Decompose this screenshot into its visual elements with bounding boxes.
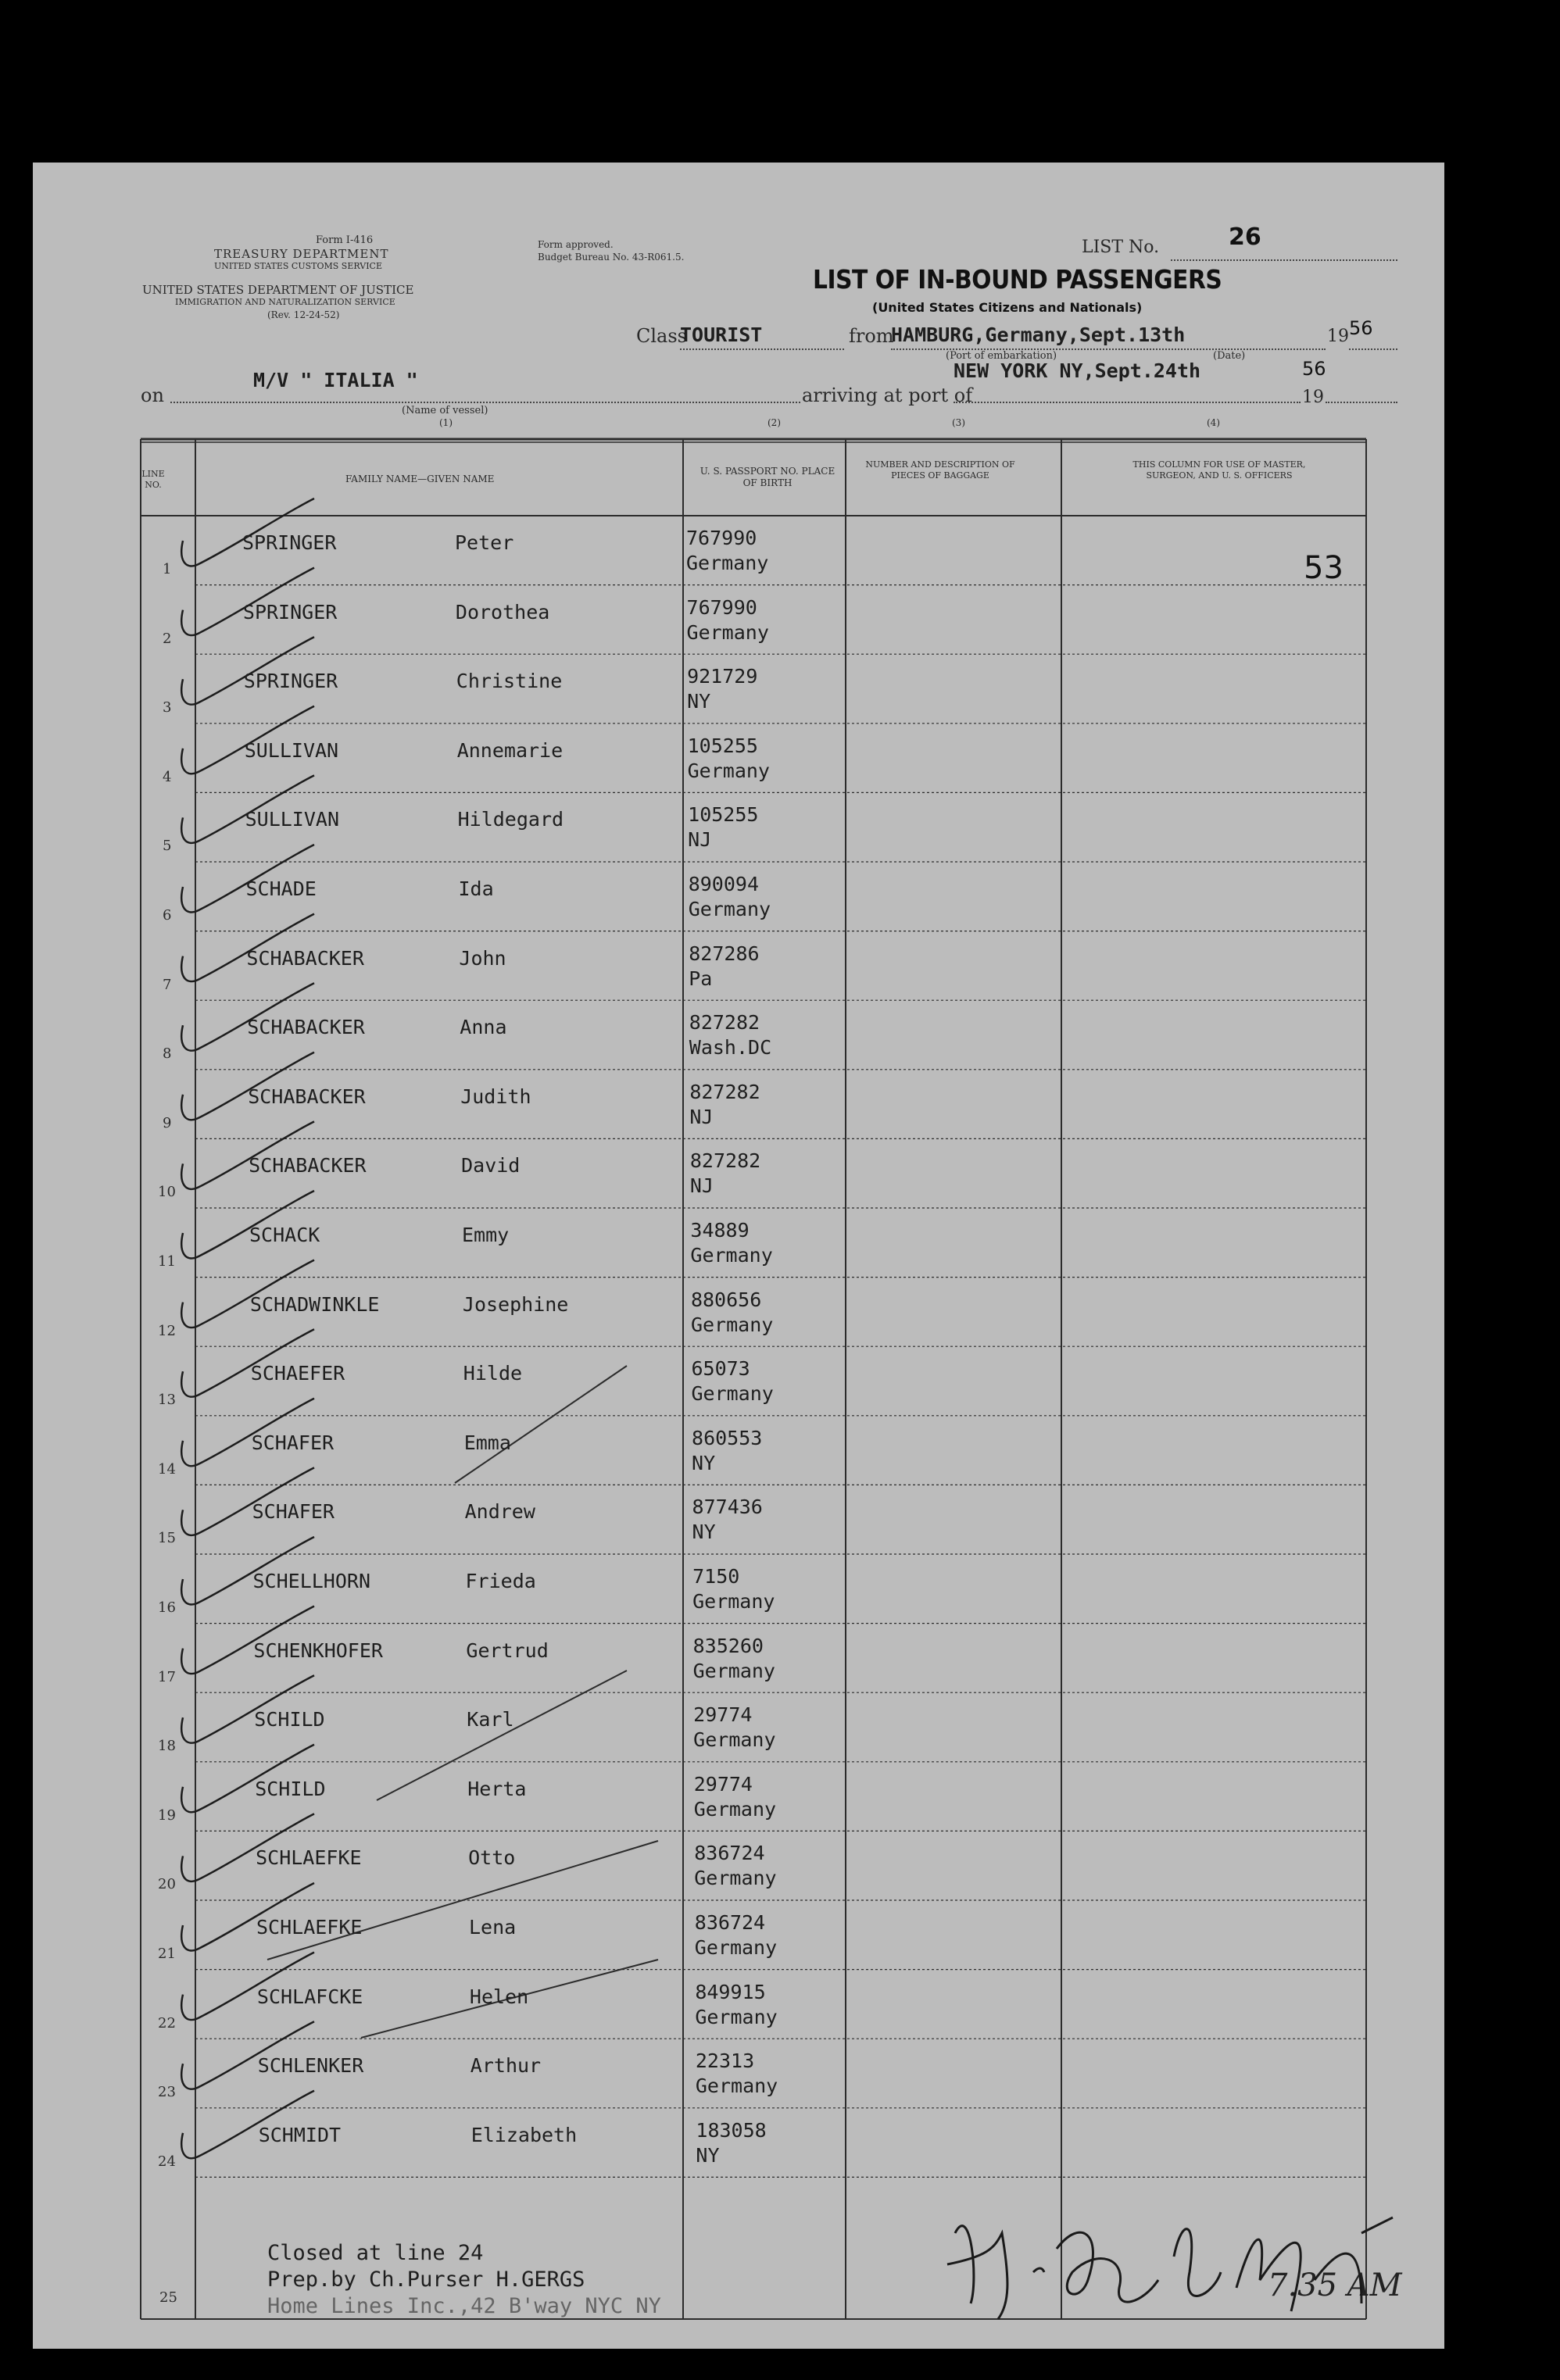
line-number: 3 <box>163 699 172 717</box>
manifest-sheet <box>33 163 1444 2349</box>
agency-ins: IMMIGRATION AND NATURALIZATION SERVICE <box>175 297 395 307</box>
closed-note: Closed at line 24 <box>267 2241 484 2265</box>
passport-number: 877436 <box>692 1496 763 1519</box>
birth-place: Germany <box>694 1936 778 1959</box>
family-name: SPRINGER <box>243 670 338 693</box>
birth-place: Germany <box>690 1244 773 1267</box>
given-name: Annemarie <box>456 738 564 762</box>
year-1: 56 <box>1349 317 1373 339</box>
family-name: SCHAFER <box>252 1500 335 1524</box>
passport-number: 827282 <box>689 1080 760 1103</box>
passport-number: 827282 <box>689 1011 760 1035</box>
header-line-no: LINE NO. <box>141 469 165 490</box>
line-number: 4 <box>163 768 172 785</box>
family-name: SCHENKHOFER <box>253 1638 383 1662</box>
on-label: on <box>141 384 164 406</box>
given-name: Otto <box>468 1846 516 1870</box>
line-number: 11 <box>158 1253 176 1270</box>
passport-number: 7150 <box>692 1565 740 1588</box>
passport-number: 836724 <box>694 1842 765 1865</box>
time-annotation: 7.35 AM <box>1268 2267 1402 2303</box>
agency-justice: UNITED STATES DEPARTMENT OF JUSTICE <box>142 283 414 297</box>
header-baggage: NUMBER AND DESCRIPTION OF PIECES OF BAGGAGE <box>865 459 1015 481</box>
budget-bureau: Budget Bureau No. 43-R061.5. <box>538 252 685 263</box>
date-caption: (Date) <box>1213 350 1246 362</box>
agency-treasury: TREASURY DEPARTMENT <box>214 247 389 261</box>
birth-place: Germany <box>693 1728 776 1752</box>
family-name: SCHELLHORN <box>252 1570 371 1592</box>
birth-place: NY <box>687 690 711 713</box>
given-name: Frieda <box>465 1570 536 1592</box>
line-number: 1 <box>163 561 172 577</box>
birth-place: Germany <box>687 759 770 782</box>
line-number: 19 <box>158 1806 176 1824</box>
birth-place: Germany <box>692 1590 775 1613</box>
family-name: SCHLENKER <box>257 2054 364 2078</box>
line-number-25: 25 <box>159 2289 177 2306</box>
family-name: SCHADE <box>245 877 317 900</box>
family-name: SCHILD <box>254 1708 325 1731</box>
line-number: 9 <box>163 1114 172 1131</box>
given-name: Andrew <box>464 1500 535 1524</box>
passport-number: 767990 <box>686 595 757 619</box>
passport-number: 860553 <box>692 1426 763 1449</box>
arriving-label: arriving at port of <box>802 384 973 406</box>
passport-number: 29774 <box>693 1703 753 1727</box>
passport-number: 880656 <box>690 1288 762 1311</box>
passport-number: 836724 <box>694 1911 766 1934</box>
family-name: SCHABACKER <box>246 946 364 970</box>
family-name: SCHLAEFKE <box>256 1846 362 1870</box>
given-name: Peter <box>455 531 514 554</box>
passport-number: 849915 <box>695 1980 766 2003</box>
family-name: SCHAEFER <box>250 1362 345 1385</box>
family-name: SCHILD <box>255 1777 326 1800</box>
line-number: 24 <box>158 2153 176 2170</box>
family-name: SCHMIDT <box>258 2123 342 2146</box>
birth-place: NY <box>692 1521 716 1544</box>
given-name: Christine <box>456 670 563 693</box>
birth-place: NJ <box>689 1105 714 1128</box>
page-title: LIST OF IN-BOUND PASSENGERS <box>813 264 1222 295</box>
birth-place: Germany <box>692 1659 775 1682</box>
form-approved: Form approved. <box>538 239 614 250</box>
family-name: SCHLAEFKE <box>256 1916 363 1939</box>
birth-place: Germany <box>693 1797 777 1821</box>
prep-note: Prep.by Ch.Purser H.GERGS <box>267 2267 585 2292</box>
birth-place: Germany <box>691 1382 774 1406</box>
birth-place: NJ <box>689 1174 714 1198</box>
header-passport: U. S. PASSPORT NO. PLACE OF BIRTH <box>699 466 835 488</box>
family-name: SCHABACKER <box>248 1085 366 1108</box>
line-number: 8 <box>163 1045 172 1063</box>
agency-customs: UNITED STATES CUSTOMS SERVICE <box>214 261 382 271</box>
passport-number: 767990 <box>686 527 757 549</box>
year-2: 56 <box>1302 358 1326 380</box>
birth-place: Germany <box>695 2074 778 2098</box>
line-number: 10 <box>158 1184 176 1201</box>
passport-number: 65073 <box>691 1357 750 1381</box>
given-name: Lena <box>469 1916 517 1939</box>
form-revision: (Rev. 12-24-52) <box>267 309 340 320</box>
header-name: FAMILY NAME—GIVEN NAME <box>345 473 495 484</box>
birth-place: Germany <box>688 898 771 920</box>
family-name: SCHABACKER <box>247 1016 365 1039</box>
line-number: 13 <box>158 1392 176 1409</box>
passport-number: 105255 <box>688 803 759 827</box>
arrival-value: NEW YORK NY,Sept.24th <box>954 359 1201 382</box>
birth-place: Pa <box>689 967 713 990</box>
birth-place: NJ <box>688 828 712 852</box>
given-name: Helen <box>469 1985 529 2008</box>
line-number: 16 <box>158 1599 176 1616</box>
given-name: Karl <box>467 1708 514 1731</box>
given-name: Elizabeth <box>471 2123 578 2146</box>
line-number: 5 <box>163 838 172 855</box>
port-embark-caption: (Port of embarkation) <box>946 350 1057 362</box>
line-number: 21 <box>158 1946 176 1962</box>
birth-place: Wash.DC <box>689 1036 772 1060</box>
given-name: Gertrud <box>466 1638 549 1662</box>
line-number: 15 <box>158 1530 176 1547</box>
line-number: 14 <box>158 1460 176 1478</box>
passport-number: 34889 <box>690 1219 750 1242</box>
list-no-value: 26 <box>1229 223 1261 251</box>
company-note: Home Lines Inc.,42 B'way NYC NY <box>267 2294 661 2318</box>
vessel-caption: (Name of vessel) <box>402 405 488 416</box>
passport-number: 890094 <box>688 873 759 895</box>
passport-number: 835260 <box>692 1634 764 1657</box>
col-num-3: (3) <box>952 417 965 428</box>
birth-place: Germany <box>694 1867 777 1890</box>
given-name: Emma <box>463 1431 511 1454</box>
officer-count: 53 <box>1304 550 1344 586</box>
birth-place: Germany <box>686 620 769 644</box>
line-number: 7 <box>163 976 172 993</box>
given-name: Ida <box>458 877 494 900</box>
passport-number: 827282 <box>689 1149 761 1173</box>
passport-number: 29774 <box>693 1772 753 1796</box>
class-label: Class <box>636 325 687 347</box>
passport-number: 22313 <box>695 2049 755 2073</box>
list-no-label: LIST No. <box>1082 238 1160 257</box>
family-name: SCHAFER <box>251 1431 335 1454</box>
given-name: Emmy <box>462 1224 510 1246</box>
given-name: David <box>461 1154 521 1177</box>
family-name: SULLIVAN <box>244 738 339 762</box>
line-number: 12 <box>158 1322 176 1339</box>
birth-place: Germany <box>690 1313 774 1336</box>
given-name: Judith <box>460 1085 531 1108</box>
birth-place: Germany <box>686 552 769 574</box>
class-value: TOURIST <box>680 323 763 346</box>
passport-number: 183058 <box>696 2118 767 2142</box>
form-number: Form I-416 <box>316 234 374 246</box>
given-name: Anna <box>460 1016 507 1039</box>
given-name: John <box>459 946 506 970</box>
col-num-1: (1) <box>439 417 453 428</box>
passport-number: 105255 <box>687 734 758 757</box>
from-label: from <box>849 325 894 347</box>
col-num-2: (2) <box>767 417 781 428</box>
officer-signature <box>924 2186 1424 2335</box>
year-prefix-1: 19 <box>1327 327 1349 346</box>
family-name: SULLIVAN <box>245 808 340 831</box>
family-name: SCHACK <box>249 1224 320 1246</box>
family-name: SPRINGER <box>242 531 337 554</box>
vessel-name: M/V " ITALIA " <box>253 369 418 391</box>
header-officers: THIS COLUMN FOR USE OF MASTER, SURGEON, AND U. S. OFFICERS <box>1132 459 1306 481</box>
from-value: HAMBURG,Germany,Sept.13th <box>891 323 1186 346</box>
birth-place: NY <box>692 1451 716 1474</box>
page-subtitle: (United States Citizens and Nationals) <box>872 300 1143 315</box>
family-name: SPRINGER <box>242 600 338 624</box>
line-number: 18 <box>158 1738 176 1755</box>
given-name: Dorothea <box>455 600 550 624</box>
given-name: Arthur <box>470 2054 542 2078</box>
given-name: Hilde <box>463 1362 523 1385</box>
family-name: SCHLAFCKE <box>256 1985 363 2008</box>
given-name: Josephine <box>462 1292 569 1316</box>
passport-number: 827286 <box>689 942 760 965</box>
line-number: 22 <box>158 2014 176 2032</box>
family-name: SCHADWINKLE <box>249 1292 380 1316</box>
col-num-4: (4) <box>1207 417 1220 428</box>
line-number: 23 <box>158 2084 176 2101</box>
line-number: 20 <box>158 1876 176 1893</box>
birth-place: Germany <box>695 2005 778 2028</box>
passport-number: 921729 <box>687 665 758 688</box>
given-name: Herta <box>467 1777 527 1800</box>
line-number: 17 <box>158 1668 176 1685</box>
line-number: 2 <box>163 630 172 647</box>
year-prefix-2: 19 <box>1302 388 1324 407</box>
family-name: SCHABACKER <box>249 1154 367 1177</box>
line-number: 6 <box>163 907 172 924</box>
birth-place: NY <box>696 2143 720 2167</box>
given-name: Hildegard <box>457 808 564 831</box>
